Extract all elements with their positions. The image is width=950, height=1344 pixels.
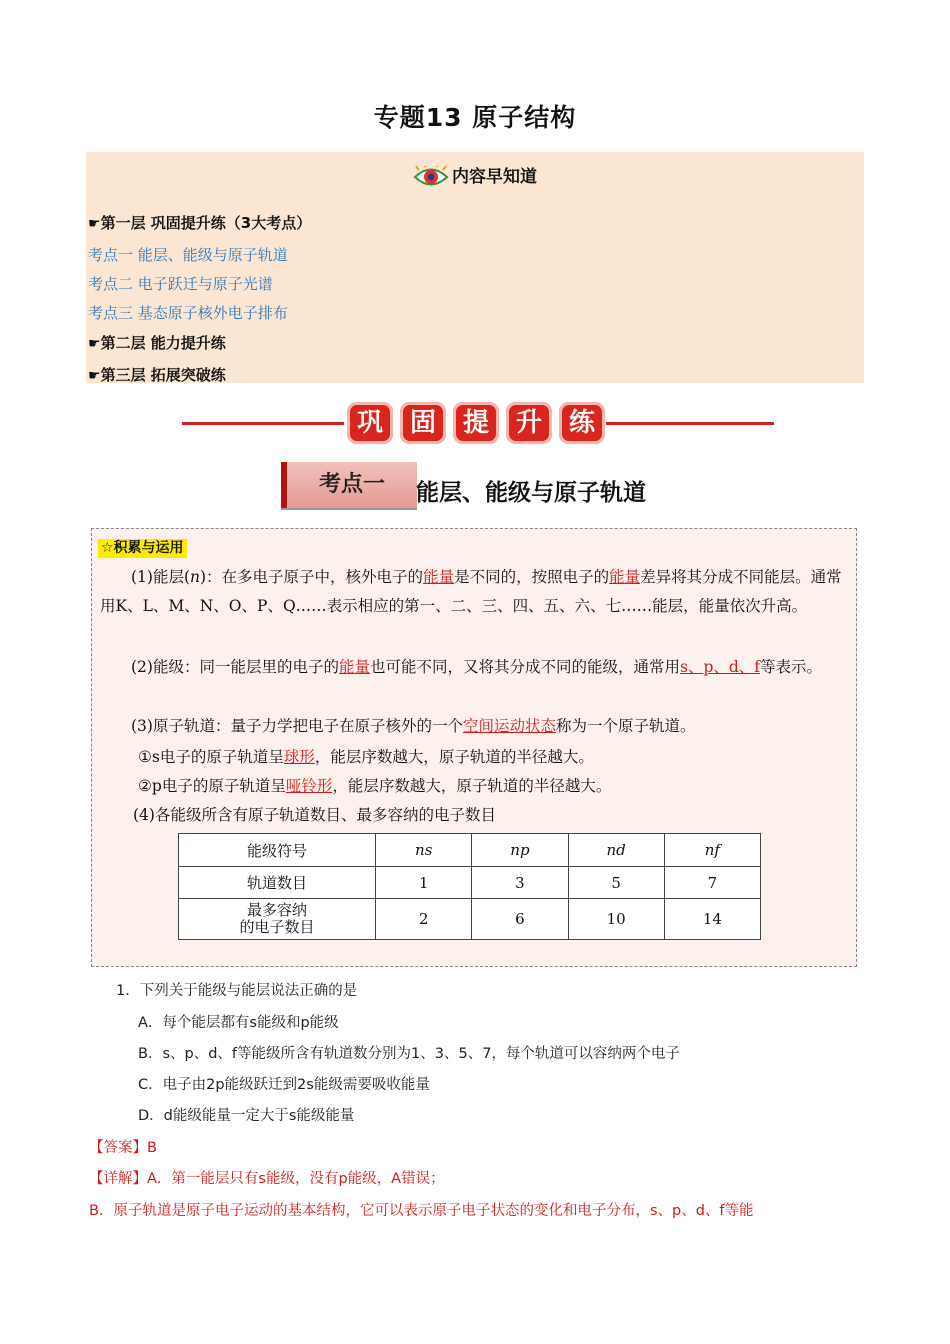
key-term: 能量: [423, 568, 455, 586]
banner-char: 练: [559, 402, 605, 444]
paragraph-table-intro: (4)各能级所含有原子轨道数目、最多容纳的电子数目: [133, 806, 496, 824]
page-title: 专题13 原子结构: [373, 103, 577, 132]
knowledge-tag: ☆积累与运用: [98, 539, 187, 558]
toc-item-layer-2[interactable]: [88, 332, 226, 353]
table-cell: 7: [664, 867, 760, 899]
paragraph-s-orbital: ①s电子的原子轨道呈球形，能层序数越大，原子轨道的半径越大。: [138, 748, 594, 766]
banner-line-right: [606, 422, 774, 425]
banner-char: 巩: [347, 402, 393, 444]
toc-item-label: 第二层 能力提升练: [100, 334, 226, 352]
pointer-icon: ☛: [88, 336, 101, 352]
toc-item-kaodian-2[interactable]: 考点二 电子跃迁与原子光谱: [88, 275, 273, 293]
table-cell: ns: [376, 834, 472, 867]
question-stem: 1．下列关于能级与能层说法正确的是: [116, 983, 358, 999]
toc-heading-text: 内容早知道: [452, 167, 537, 187]
table-row: [179, 899, 761, 940]
toc-item-layer-3[interactable]: [88, 364, 226, 385]
toc-item-kaodian-3[interactable]: 考点三 基态原子核外电子排布: [88, 304, 288, 322]
table-cell: 10: [568, 899, 664, 940]
key-term: 哑铃形: [285, 777, 333, 795]
orbital-table: [178, 833, 761, 940]
toc-heading: [86, 162, 864, 188]
table-row: [179, 867, 761, 899]
banner-char: 固: [400, 402, 446, 444]
banner-line-left: [182, 422, 344, 425]
kaodian-title: 能层、能级与原子轨道: [416, 480, 646, 506]
key-term: 空间运动状态: [462, 717, 556, 735]
paragraph-energy-level: (2)能级：同一能层里的电子的能量也可能不同，又将其分成不同的能级，通常用s、p、d、f等表示。: [131, 658, 823, 676]
knowledge-box: [91, 528, 857, 967]
table-cell: np: [472, 834, 568, 867]
paragraph-p-orbital: ②p电子的原子轨道呈哑铃形，能层序数越大，原子轨道的半径越大。: [138, 777, 612, 795]
toc-item-label: 第三层 拓展突破练: [100, 366, 226, 384]
option-b[interactable]: B．s、p、d、f等能级所含有轨道数分别为1、3、5、7，每个轨道可以容纳两个电子: [138, 1046, 680, 1062]
banner-char: 提: [453, 402, 499, 444]
key-term: 球形: [283, 748, 315, 766]
paragraph-energy-shell: (1)能层(n)：在多电子原子中，核外电子的能量是不同的，按照电子的能量差异将其分成不同能层。通常用K、L、M、N、O、P、Q……表示相应的第一、二、三、四、五、六、七……能层，能量依次升高。: [100, 568, 842, 615]
answer-detail: 【详解】A．第一能层只有s能级，没有p能级，A错误；: [89, 1171, 445, 1187]
key-term: s、p、d、f: [680, 658, 761, 676]
table-cell: 能级符号: [179, 834, 376, 867]
table-cell: 1: [376, 867, 472, 899]
table-cell: 5: [568, 867, 664, 899]
toc-item-kaodian-1[interactable]: 考点一 能层、能级与原子轨道: [88, 246, 288, 264]
option-d[interactable]: D．d能级能量一定大于s能级能量: [138, 1108, 355, 1124]
table-cell: nd: [568, 834, 664, 867]
table-header-row: [179, 834, 761, 867]
table-cell: 轨道数目: [179, 867, 376, 899]
kaodian-divider: [281, 508, 417, 510]
toc-panel: [86, 152, 864, 383]
table-cell: nf: [664, 834, 760, 867]
paragraph-orbital: (3)原子轨道：量子力学把电子在原子核外的一个空间运动状态称为一个原子轨道。: [131, 717, 696, 735]
kaodian-label: 考点一: [281, 462, 417, 508]
toc-item-layer-1[interactable]: [88, 212, 311, 233]
banner-char: 升: [506, 402, 552, 444]
table-cell: 14: [664, 899, 760, 940]
table-cell: 最多容纳 的电子数目: [179, 899, 376, 940]
option-a[interactable]: A．每个能层都有s能级和p能级: [138, 1015, 339, 1031]
toc-item-label: 第一层 巩固提升练（3大考点）: [100, 214, 312, 232]
table-cell: 3: [472, 867, 568, 899]
option-c[interactable]: C．电子由2p能级跃迁到2s能级需要吸收能量: [138, 1077, 430, 1093]
answer-detail-b: B．原子轨道是原子电子运动的基本结构，它可以表示原子电子状态的变化和电子分布，s、p、d、f等能: [89, 1203, 754, 1219]
table-cell: 6: [472, 899, 568, 940]
key-term: 能量: [338, 658, 370, 676]
key-term: 能量: [609, 568, 641, 586]
table-cell: 2: [376, 899, 472, 940]
answer: 【答案】B: [89, 1140, 157, 1156]
pointer-icon: ☛: [88, 216, 101, 232]
pointer-icon: ☛: [88, 368, 101, 384]
eye-icon: [413, 166, 449, 188]
